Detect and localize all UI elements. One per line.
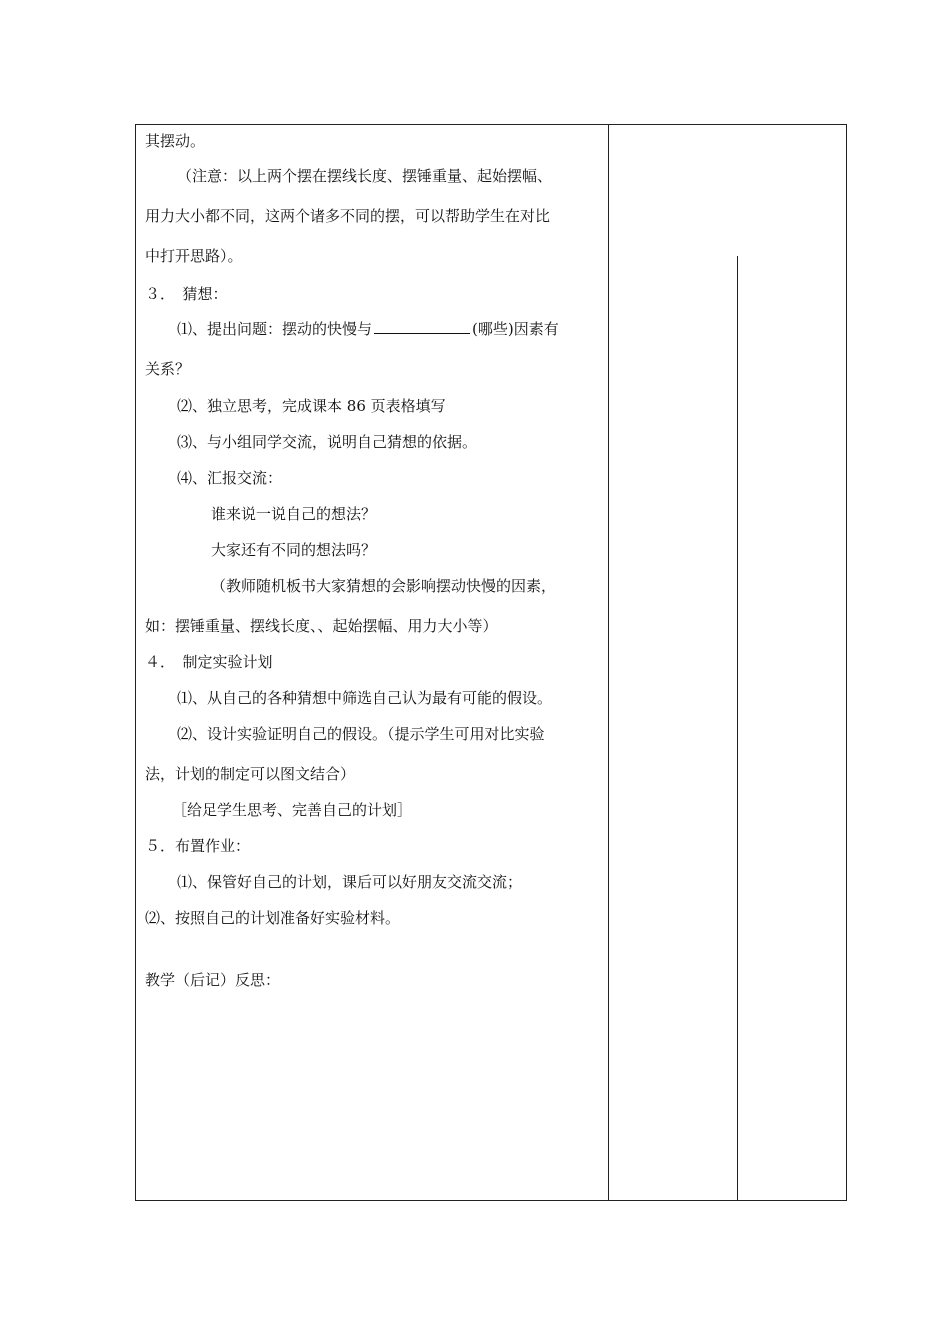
note-line: 如：摆锤重量、摆线长度、、起始摆幅、用力大小等） (145, 617, 498, 635)
question-text: ⑴、提出问题：摆动的快慢与 (177, 320, 373, 338)
section-heading: ５．布置作业： (145, 837, 251, 855)
homework-line: ⑴、保管好自己的计划，课后可以好朋友交流交流； (177, 873, 523, 891)
section-heading: ３． 猜想： (145, 285, 228, 303)
plan-line: 法，计划的制定可以图文结合） (145, 765, 356, 783)
question-line: ⑵、独立思考，完成课本 86 页表格填写 (177, 397, 446, 415)
question-line: 关系？ (145, 360, 191, 378)
plan-line: ⑵、设计实验证明自己的假设。（提示学生可用对比实验 (177, 725, 545, 743)
homework-line: ⑵、按照自己的计划准备好实验材料。 (145, 909, 401, 927)
fill-in-blank (374, 319, 470, 334)
plan-line: ⑴、从自己的各种猜想中筛选自己认为最有可能的假设。 (177, 689, 553, 707)
plan-line: ［给足学生思考、完善自己的计划］ (172, 801, 413, 819)
note-line: 用力大小都不同，这两个诸多不同的摆，可以帮助学生在对比 (145, 207, 551, 225)
question-line: 大家还有不同的想法吗？ (211, 541, 377, 559)
note-line: （教师随机板书大家猜想的会影响摆动快慢的因素， (211, 577, 557, 595)
note-line: 中打开思路）。 (145, 247, 243, 265)
note-line: （注意：以上两个摆在摆线长度、摆锤重量、起始摆幅、 (177, 167, 553, 185)
section-heading: ４． 制定实验计划 (145, 653, 273, 671)
column-divider (608, 124, 609, 1201)
inner-column-divider (737, 256, 738, 1201)
question-line: 谁来说一说自己的想法？ (211, 505, 377, 523)
question-text: (哪些)因素有 (472, 320, 559, 338)
question-line: ⑶、与小组同学交流，说明自己猜想的依据。 (177, 433, 478, 451)
question-line: ⑷、汇报交流： (177, 469, 283, 487)
question-line (177, 319, 559, 339)
reflection-heading: 教学（后记）反思： (145, 971, 281, 989)
text-line: 其摆动。 (145, 132, 206, 150)
